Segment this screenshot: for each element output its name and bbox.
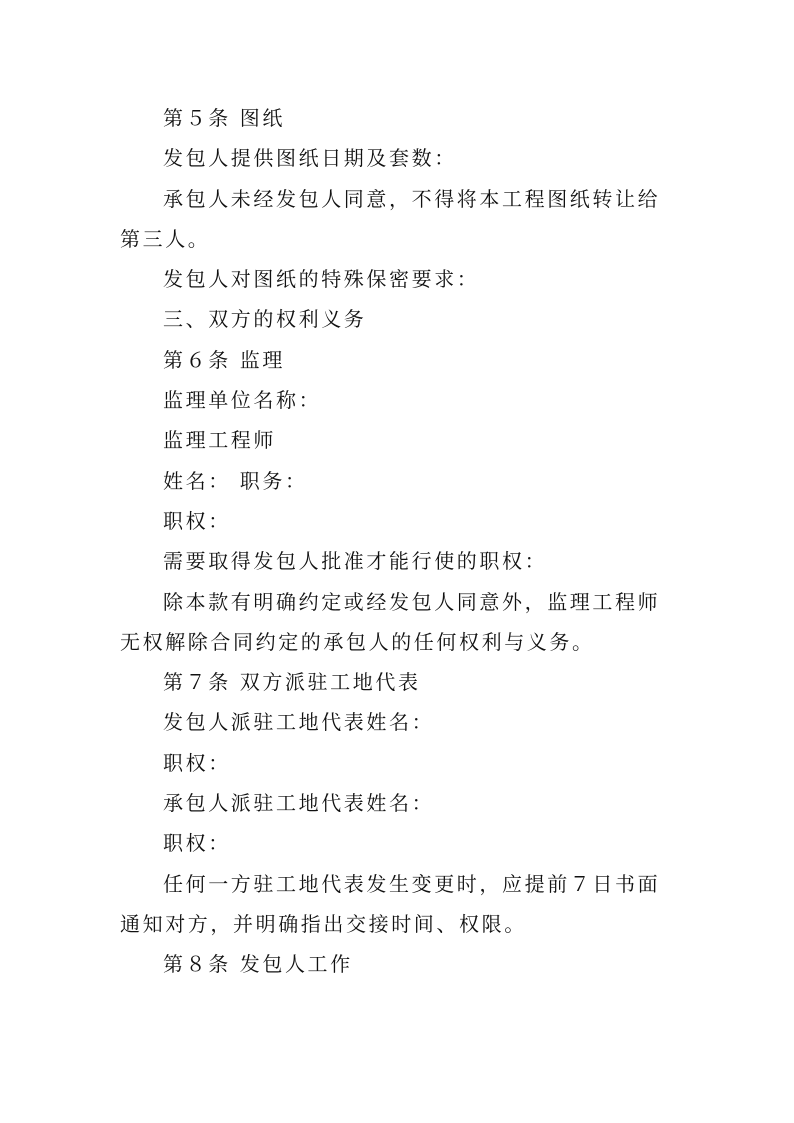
section-heading-article-5: 第５条 图纸	[163, 106, 285, 130]
employer-representative-authority-line: 职权：	[163, 750, 231, 775]
contractor-representative-authority-line: 职权：	[163, 831, 231, 856]
supervision-unit-name-line: 监理单位名称：	[163, 388, 322, 413]
drawings-date-quantity-line: 发包人提供图纸日期及套数：	[163, 146, 457, 171]
section-heading-rights-obligations: 三、双方的权利义务	[163, 307, 367, 332]
engineer-limitation-clause: 除本款有明确约定或经发包人同意外，监理工程师无权解除合同约定的承包人的任何权利与义务。	[120, 589, 661, 654]
name-position-line: 姓名： 职务：	[163, 468, 308, 493]
section-heading-article-8: 第８条 发包人工作	[163, 952, 353, 977]
contractor-representative-name-line: 承包人派驻工地代表姓名：	[163, 791, 435, 816]
section-heading-article-7: 第７条 双方派驻工地代表	[163, 670, 421, 695]
drawings-transfer-clause: 承包人未经发包人同意，不得将本工程图纸转让给第三人。	[120, 186, 661, 251]
drawings-confidentiality-line: 发包人对图纸的特殊保密要求：	[163, 267, 480, 292]
approval-authority-line: 需要取得发包人批准才能行使的职权：	[163, 549, 548, 574]
supervising-engineer-label: 监理工程师	[163, 428, 276, 453]
document-body	[120, 98, 676, 985]
representative-change-clause: 任何一方驻工地代表发生变更时，应提前７日书面通知对方，并明确指出交接时间、权限。	[120, 871, 661, 936]
section-heading-article-6: 第６条 监理	[163, 347, 285, 372]
authority-line: 职权：	[163, 508, 231, 533]
employer-representative-name-line: 发包人派驻工地代表姓名：	[163, 710, 435, 735]
